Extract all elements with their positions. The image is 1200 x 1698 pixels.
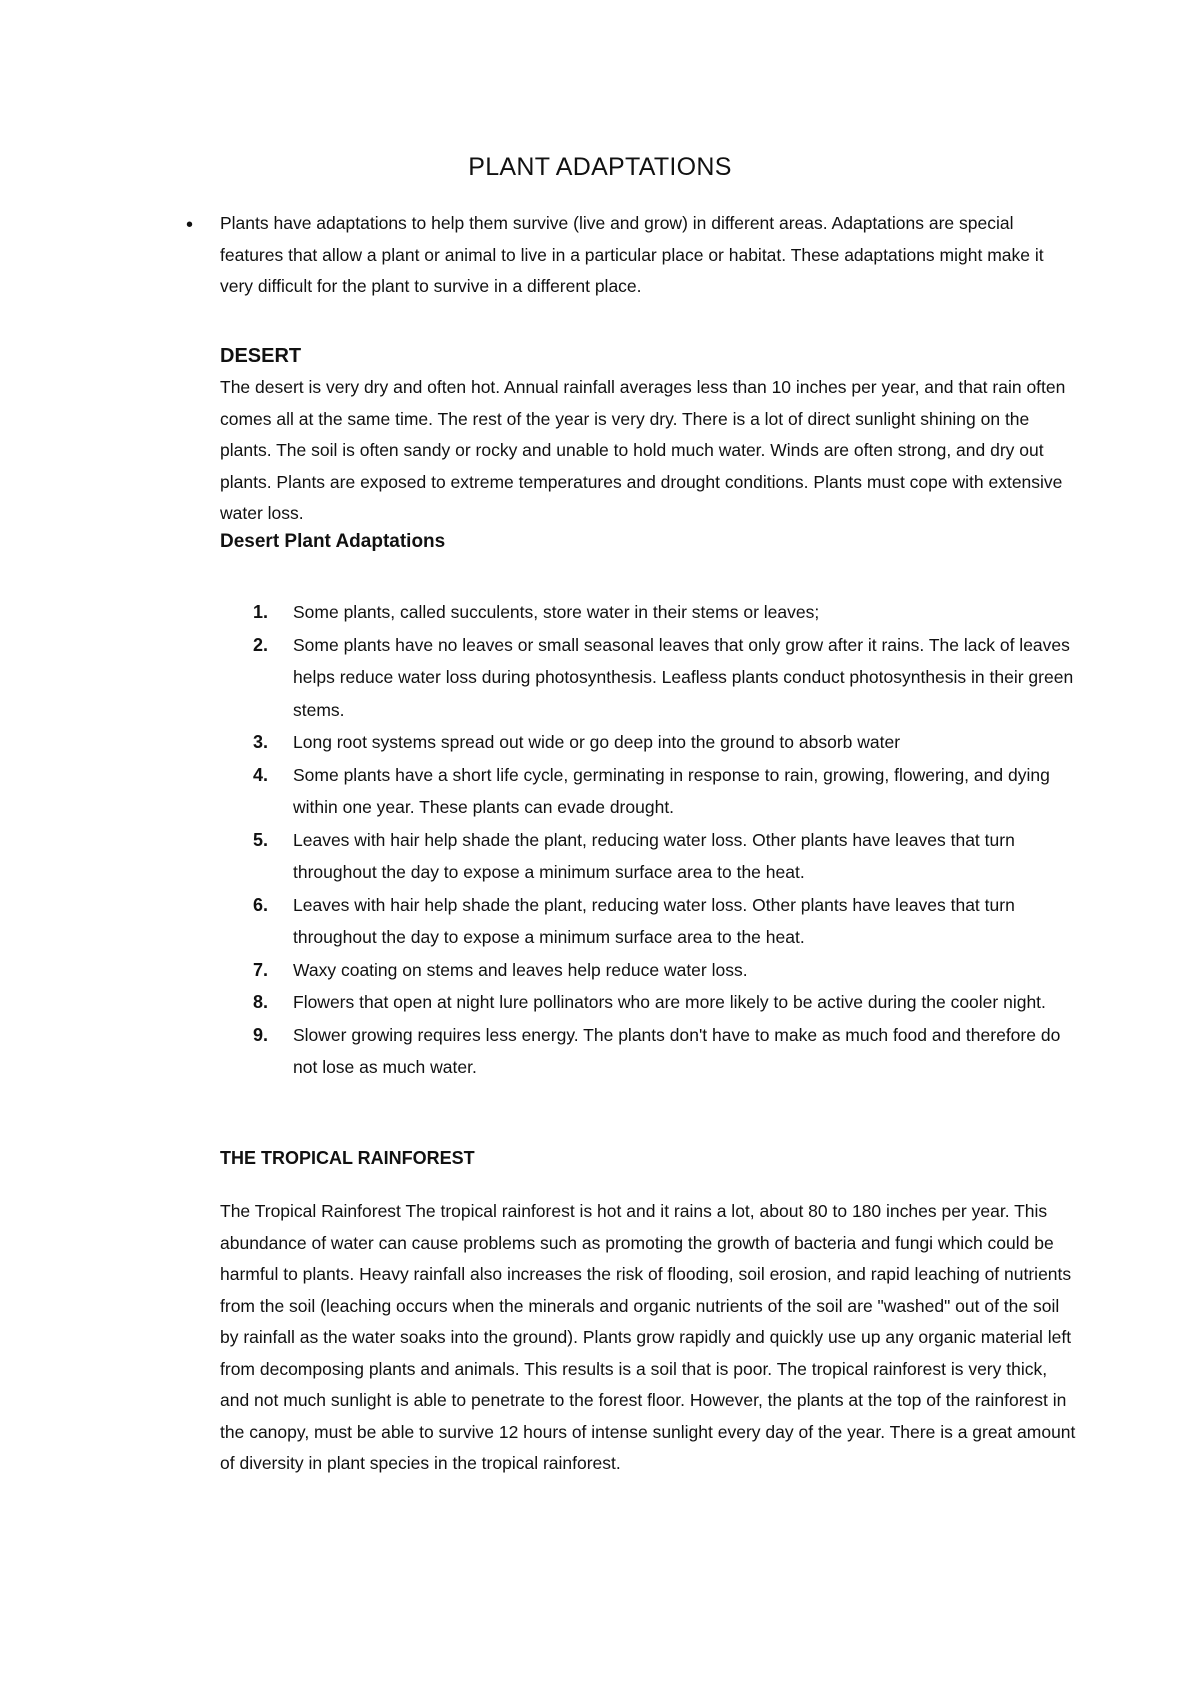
list-number: 4. (253, 764, 269, 785)
list-number: 2. (253, 634, 269, 655)
list-item (220, 824, 1080, 889)
list-item-text: Slower growing requires less energy. The plants don't have to make as much food and therefore do not lose as much water. (293, 1024, 1061, 1077)
list-item-text: Some plants have a short life cycle, germinating in response to rain, growing, flowering, and dying within one year. These plants can evade drought. (293, 764, 1050, 817)
desert-adaptations-list (220, 596, 1080, 1084)
list-item (220, 596, 1080, 629)
list-item (220, 759, 1080, 824)
list-item-text: Some plants have no leaves or small seasonal leaves that only grow after it rains. The lack of leaves helps reduce water loss during photosynthesis. Leafless plants conduct photosynthesis in their green stems. (293, 634, 1074, 720)
list-item-text: Leaves with hair help shade the plant, reducing water loss. Other plants have leaves that turn throughout the day to expose a minimum surface area to the heat. (293, 894, 1015, 947)
desert-paragraph: The desert is very dry and often hot. Annual rainfall averages less than 10 inches per year, and that rain often comes all at the same time. The rest of the year is very dry. There is a lot of direct sunlight shining on the plants. The soil is often sandy or rocky and unable to hold much water. Winds are often strong, and dry out plants. Plants are exposed to extreme temperatures and drought conditions. Plants must cope with extensive water loss. (220, 377, 1066, 523)
desert-heading: DESERT (220, 345, 302, 367)
list-item (220, 986, 1080, 1019)
page-title: PLANT ADAPTATIONS (468, 153, 732, 181)
list-item-text: Flowers that open at night lure pollinators who are more likely to be active during the cooler night. (293, 992, 1046, 1012)
list-number: 7. (253, 959, 269, 980)
desert-adaptations-heading: Desert Plant Adaptations (220, 531, 446, 552)
bullet-marker: • (186, 214, 194, 236)
list-number: 8. (253, 992, 269, 1012)
list-number: 1. (253, 602, 269, 622)
list-number: 5. (253, 829, 269, 850)
rainforest-paragraph: The Tropical Rainforest The tropical rainforest is hot and it rains a lot, about 80 to 180 inches per year. This abundance of water can cause problems such as promoting the growth of bacteria and fungi which could be harmful to plants. Heavy rainfall also increases the risk of flooding, soil erosion, and rapid leaching of nutrients from the soil (leaching occurs when the minerals and organic nutrients of the soil are "washed" out of the soil by rainfall as the water soaks into the ground). Plants grow rapidly and quickly use up any organic material left from decomposing plants and animals. This results is a soil that is poor. The tropical rainforest is very thick, and not much sunlight is able to penetrate to the forest floor. However, the plants at the top of the rainforest in the canopy, must be able to survive 12 hours of intense sunlight every day of the year. There is a great amount of diversity in plant species in the tropical rainforest. (220, 1201, 1076, 1473)
list-number: 6. (253, 894, 269, 915)
list-item-text: Long root systems spread out wide or go deep into the ground to absorb water (293, 732, 901, 752)
rainforest-heading: THE TROPICAL RAINFOREST (220, 1148, 475, 1168)
list-item (220, 954, 1080, 987)
list-number: 3. (253, 732, 269, 752)
intro-bullet-item (186, 208, 1066, 303)
list-item-text: Leaves with hair help shade the plant, reducing water loss. Other plants have leaves that turn throughout the day to expose a minimum surface area to the heat. (293, 829, 1015, 882)
list-item-text: Some plants, called succulents, store water in their stems or leaves; (293, 602, 820, 622)
list-item-text: Waxy coating on stems and leaves help reduce water loss. (293, 959, 748, 980)
list-number: 9. (253, 1024, 269, 1045)
list-item (220, 1019, 1080, 1084)
list-item (220, 629, 1080, 727)
intro-paragraph: Plants have adaptations to help them survive (live and grow) in different areas. Adaptations are special features that allow a plant or animal to live in a particular place or habitat. These adaptations might make it very difficult for the plant to survive in a different place. (220, 213, 1044, 296)
list-item (220, 726, 1080, 759)
list-item (220, 889, 1080, 954)
